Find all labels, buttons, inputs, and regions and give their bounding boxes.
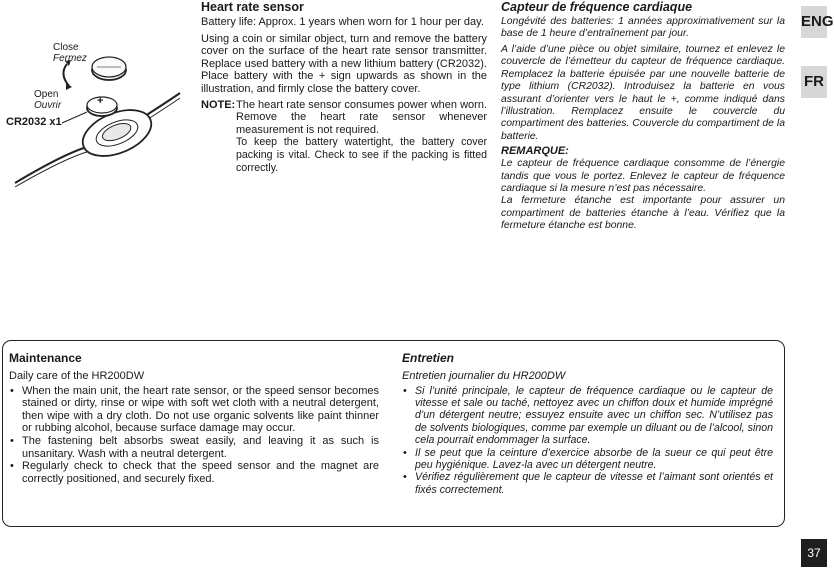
tab-fr: FR (801, 66, 827, 98)
heart-rate-sensor-drawing (5, 38, 180, 188)
battery-replace-text: Using a coin or similar object, turn and remove the battery cover on the surface of the heart rate sensor transmitter. Replace used battery with a new lithium battery (CR2032). Place battery with the + sign upwards as shown in the illustration, and firmly close the battery cover. (201, 32, 487, 95)
maintenance-box (2, 340, 785, 527)
entretien-intro: Entretien journalier du HR200DW (402, 370, 566, 382)
battery-life-text: Battery life: Approx. 1 years when worn for 1 hour per day. (201, 16, 484, 28)
plus-sign: + (97, 95, 104, 107)
list-item: • Si l’unité principale, le capteur de fréquence cardiaque ou le capteur de vitesse et sale ou taché, nettoyez avec un chiffon doux et humide imprégné d’un détergent neutre; essuyez ensuite avec un chiffon sec. N’utilisez pas de solvents biologiques, comme par exemple un diluant ou de l’alcool, sinon cela pourrait endommager la surface. (402, 385, 773, 447)
list-item: • When the main unit, the heart rate sensor, or the speed sensor becomes stained or dirty, rinse or wipe with soft wet cloth with a neutral detergent, then wipe with a dry cloth. Do not use organic solvents like paint thinner or rubbing alcohol, because surface damage may occur. (9, 385, 379, 435)
entretien-title: Entretien (402, 351, 455, 365)
close-label: Close (53, 42, 79, 53)
fr-note-text-2: La fermeture étanche est importante pour assurer un compartiment de batteries étanche à l’eau. Vérifiez que la fermeture étanche est bonne. (501, 195, 785, 232)
fr-battery-replace-text: A l’aide d’une pièce ou objet similaire, tournez et enlevez le couvercle de l’émetteur du capteur de fréquence cardiaque. Remplacez la batterie épuisée par une nouvelle batterie de type lithium (CR2032). Introduisez la batterie en vous assurant d’orienter vers le haut le +, comme indiqué dans l’illustration. Remplacez ensuite le couvercle du compartiment des batteries. Couvercle du compartiment de la batterie. (501, 44, 785, 142)
note-block (201, 99, 487, 175)
french-section (501, 0, 785, 233)
fr-battery-life-text: Longévité des batteries: 1 années approximativement sur la base de 1 heure d’entraînement par jour. (501, 16, 785, 39)
list-item: • Regularly check to check that the speed sensor and the magnet are correctly positioned, and securely fixed. (9, 460, 379, 485)
battery-illustration (5, 38, 180, 188)
list-item: • The fastening belt absorbs sweat easily, and leaving it as such is unsanitary. Wash with a neutral detergent. (9, 435, 379, 460)
fr-note-text-1: Le capteur de fréquence cardiaque consomme de l’énergie tandis que vous le portez. Enlevez le capteur de fréquence cardiaque si la mesure n’est pas nécessaire. (501, 158, 785, 195)
maintenance-intro: Daily care of the HR200DW (9, 370, 145, 382)
note-label: NOTE: (201, 98, 236, 111)
open-label: Open (34, 89, 59, 100)
heart-rate-sensor-title: Heart rate sensor (201, 0, 304, 14)
capteur-title: Capteur de fréquence cardiaque (501, 0, 693, 14)
page-number: 37 (801, 539, 827, 567)
note-text-1: The heart rate sensor consumes power when worn. Remove the heart rate sensor whenever measurement is not required. (236, 98, 487, 136)
entretien-list (402, 385, 773, 497)
english-section (201, 0, 487, 174)
maintenance-en (9, 351, 379, 485)
close-label-fr: Fermez (53, 53, 87, 64)
fr-note-label: REMARQUE: (501, 145, 569, 158)
maintenance-list (9, 385, 379, 486)
list-item: • Vérifiez régulièrement que le capteur de vitesse et l’aimant sont orientés et fixés correctement. (402, 471, 773, 496)
maintenance-title: Maintenance (9, 351, 82, 365)
open-label-fr: Ouvrir (34, 100, 62, 111)
maintenance-fr (402, 351, 773, 496)
list-item: • Il se peut que la ceinture d’exercice absorbe de la sueur ce qui peut être peu hygiénique. Lavez-la avec un détergent neutre. (402, 447, 773, 472)
note-text-2: To keep the battery watertight, the battery cover packing is vital. Check to see if the packing is fitted correctly. (236, 136, 487, 174)
battery-label: CR2032 x1 (6, 116, 62, 128)
tab-eng: ENG (801, 6, 827, 38)
